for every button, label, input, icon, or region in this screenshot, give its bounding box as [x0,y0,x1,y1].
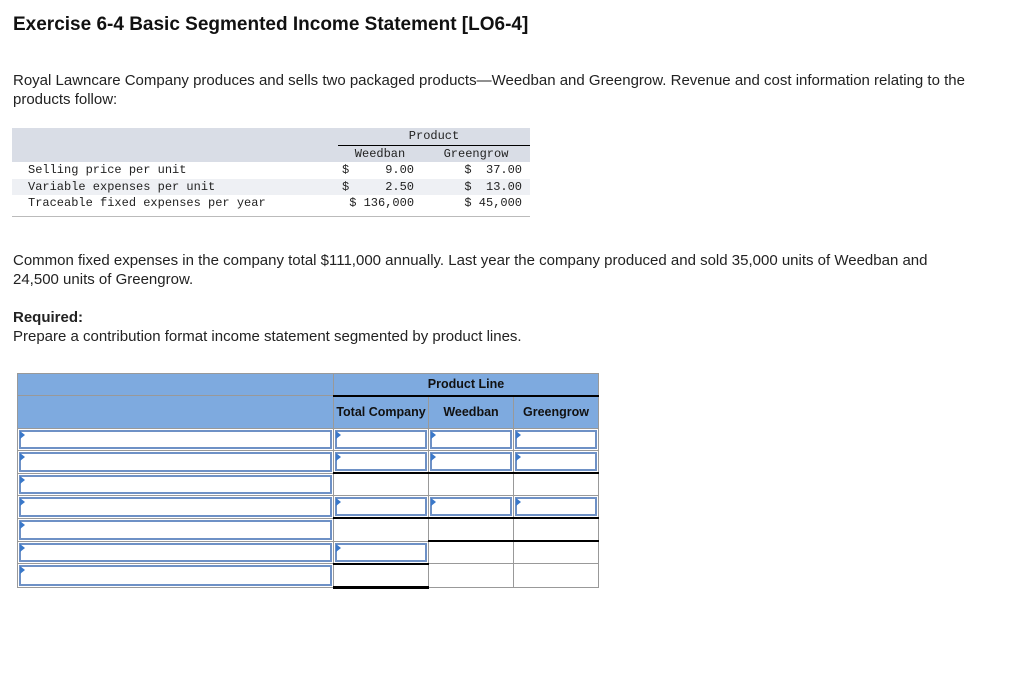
col-weedban: Weedban [429,396,514,429]
weedban-input[interactable] [430,452,512,471]
value: $ 136,000 [349,196,415,211]
value: $ 9.00 [342,163,415,178]
label-input[interactable] [19,565,332,586]
weedban-cell [429,518,514,541]
greengrow-cell [514,473,599,496]
weedban-cell [429,564,514,588]
weedban-cell [429,541,514,564]
label-input[interactable] [19,543,332,563]
product-header: Product [338,128,530,145]
greengrow-input[interactable] [515,452,597,471]
value: $ 45,000 [464,196,522,211]
product-line-header: Product Line [334,374,599,396]
label-input[interactable] [19,475,332,495]
exercise-title: Exercise 6-4 Basic Segmented Income Statement [LO6-4] [13,14,529,35]
weedban-input[interactable] [430,430,512,449]
col-greengrow: Greengrow [422,145,530,162]
label-input[interactable] [19,520,332,540]
total-cell [334,564,429,588]
value: $ 13.00 [422,179,530,196]
total-input[interactable] [335,452,427,471]
total-cell [334,473,429,496]
total-cell [334,518,429,541]
greengrow-input[interactable] [515,430,597,449]
weedban-input[interactable] [430,497,512,516]
info-text: Common fixed expenses in the company total $111,000 annually. Last year the company produced and sold 35,000 units of Weedban and 24,500 units of Greengrow. [13,252,928,288]
label-input[interactable] [19,430,332,449]
col-greengrow: Greengrow [514,396,599,429]
col-weedban: Weedban [338,145,422,162]
total-input[interactable] [335,430,427,449]
greengrow-cell [514,541,599,564]
row-label: Variable expenses per unit [12,179,338,196]
label-input[interactable] [19,497,332,517]
intro-text: Royal Lawncare Company produces and sells two packaged products—Weedban and Greengrow. Revenue and cost information relating to the products follow: [13,72,965,108]
required-label: Required: [13,309,84,326]
total-input[interactable] [335,497,427,516]
col-total-company: Total Company [334,396,429,429]
greengrow-cell [514,564,599,588]
greengrow-input[interactable] [515,497,597,516]
total-input[interactable] [335,543,427,562]
product-info-table [12,128,530,217]
row-label: Selling price per unit [28,163,187,178]
greengrow-cell [514,518,599,541]
row-label: Traceable fixed expenses per year [28,196,266,211]
label-input[interactable] [19,452,332,472]
income-statement-table [17,373,599,589]
required-text: Prepare a contribution format income statement segmented by product lines. [13,328,522,345]
value: $ 37.00 [464,163,522,178]
weedban-cell [429,473,514,496]
value: $ 2.50 [338,179,422,196]
